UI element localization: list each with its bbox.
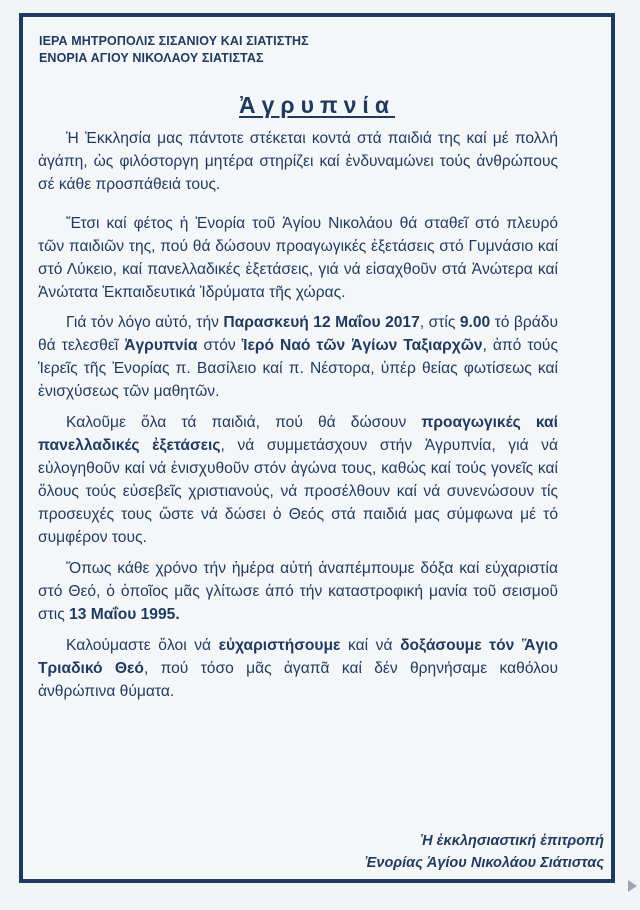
p4-text-a: Καλοῦμε ὅλα τά παιδιά, πού θά δώσουν — [66, 414, 422, 431]
earthquake-date: 13 Μαΐου 1995. — [69, 606, 180, 623]
exams-emphasis: προαγωγικές καί πανελλαδικές ἐξετάσεις — [38, 414, 558, 454]
p3-text-a: Γιά τόν λόγο αὐτό, τήν — [66, 314, 224, 331]
parish-header — [39, 33, 309, 67]
paragraph-6 — [38, 634, 558, 703]
paragraph-5 — [38, 557, 558, 626]
thank-emphasis: εὐχαριστήσουμε — [218, 637, 341, 654]
p6-text-c: καί νά — [340, 637, 401, 654]
glorify-emphasis: δοξάσουμε τόν Ἅγιο Τριαδικό Θεό — [38, 637, 558, 677]
page-title — [23, 92, 611, 119]
announcement-body — [38, 127, 558, 703]
p6-text-e: , πού τόσο μᾶς ἀγαπᾶ καί δέν θρηνήσαμε καθόλου ἀνθρώπινα θύματα. — [38, 660, 558, 700]
paragraph-1: Ἡ Ἐκκλησία μας πάντοτε στέκεται κοντά στά παιδιά της καί μέ πολλή ἀγάπη, ὡς φιλόστοργη μητέρα στηρίζει καί ἐνδυναμώνει τούς ἀνθρώπους σέ κάθε προσπάθειά τους. — [38, 130, 558, 193]
header-line-parish: ΕΝΟΡΙΑ ΑΓΙΟΥ ΝΙΚΟΛΑΟΥ ΣΙΑΤΙΣΤΑΣ — [39, 51, 264, 65]
paragraph-4 — [38, 411, 558, 549]
title-text: Ἀγρυπνία — [239, 92, 395, 118]
p3-text-e: τό βράδυ θά τελεσθεῖ — [38, 314, 558, 354]
vigil-date: Παρασκευή 12 Μαΐου 2017 — [223, 314, 420, 331]
p4-text-c: , νά συμμετάσχουν στήν Ἀγρυπνία, γιά νά εὐλογηθοῦν καί νά ἐνισχυθοῦν στόν ἀγώνα τους, καθώς καί τούς γονεῖς καί ὅλους τούς εὐσεβεῖς χριστιανούς, νά προσέλθουν καί νά συνενώσουν τίς προσευχές τους ὥστε νά δώσει ὁ Θεός στά παιδιά μας σύμφωνα μέ τό συμφέρον τους. — [38, 437, 558, 546]
signature-committee: Ἡ ἐκκλησιαστική ἐπιτροπή — [420, 833, 604, 849]
p3-text-g: στόν — [197, 337, 242, 354]
vigil-time: 9.00 — [459, 314, 491, 331]
vigil-word: Ἀγρυπνία — [124, 337, 198, 354]
next-page-arrow-icon[interactable] — [628, 880, 637, 892]
header-line-metropolis: ΙΕΡΑ ΜΗΤΡΟΠΟΛΙΣ ΣΙΣΑΝΙΟΥ ΚΑΙ ΣΙΑΤΙΣΤΗΣ — [39, 34, 309, 48]
signature — [365, 830, 604, 874]
signature-parish: Ἐνορίας Ἁγίου Νικολάου Σιάτιστας — [365, 855, 604, 871]
p3-text-i: , ἀπό τούς Ἱερεῖς τῆς Ἐνορίας π. Βασίλειο καί π. Νέστορα, ὑπέρ θείας φωτίσεως καί ἐνισχύσεως τῶν μαθητῶν. — [38, 337, 558, 400]
paragraph-3 — [38, 311, 558, 403]
p6-text-a: Καλούμαστε ὅλοι νά — [66, 637, 219, 654]
vigil-church: Ἱερό Ναό τῶν Ἁγίων Ταξιαρχῶν — [241, 337, 483, 354]
paragraph-2: Ἔτσι καί φέτος ἡ Ἐνορία τοῦ Ἁγίου Νικολάου θά σταθεῖ στό πλευρό τῶν παιδιῶν της, πού θά δώσουν προαγωγικές ἐξετάσεις στό Γυμνάσιο καί στό Λύκειο, καί πανελλαδικές ἐξετάσεις, γιά νά εἰσαχθοῦν στά Ἀνώτερα καί Ἀνώτατα Ἐκπαιδευτικά Ἱδρύματα τῆς χώρας. — [38, 215, 558, 301]
p5-text-a: Ὅπως κάθε χρόνο τήν ἡμέρα αὐτή ἀναπέμπουμε δόξα καί εὐχαριστία στό Θεό, ὁ ὁποῖος μᾶς γλίτωσε ἀπό τήν καταστροφική μανία τοῦ σεισμοῦ στις — [38, 560, 558, 623]
p3-text-c: , στίς — [419, 314, 460, 331]
